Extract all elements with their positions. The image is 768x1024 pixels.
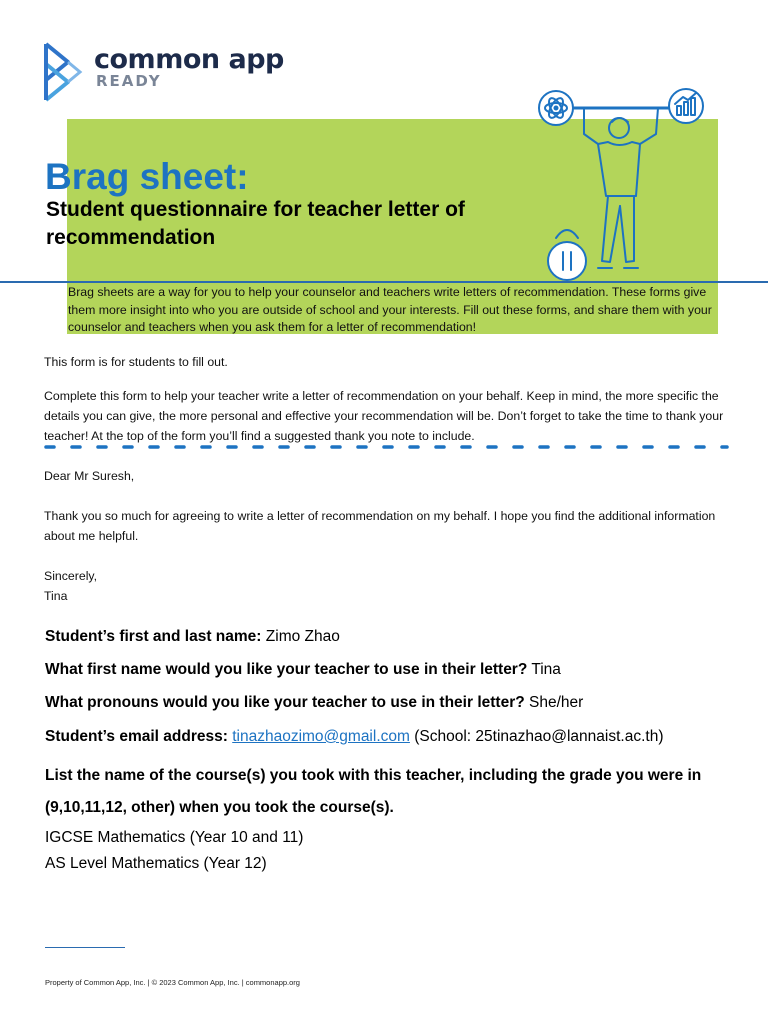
- field-email: [45, 727, 745, 747]
- logo-subtitle: READY: [96, 72, 162, 90]
- common-app-logo-icon: [42, 40, 86, 104]
- student-lifting-illustration: [536, 86, 708, 286]
- list-item: IGCSE Mathematics (Year 10 and 11): [45, 829, 304, 846]
- logo-wordmark: common app: [94, 44, 284, 75]
- field-value[interactable]: Zimo Zhao: [265, 628, 340, 645]
- field-label: Student’s email address:: [45, 728, 228, 745]
- students-note: This form is for students to fill out.: [44, 355, 228, 369]
- field-pronouns: [45, 693, 745, 713]
- field-student-name: [45, 627, 745, 647]
- list-item: AS Level Mathematics (Year 12): [45, 855, 267, 872]
- signature-text: Tina: [44, 589, 68, 603]
- closing-text: Sincerely,: [44, 569, 98, 583]
- field-first-name: [45, 660, 745, 680]
- page-footer: Property of Common App, Inc. | © 2023 Common App, Inc. | commonapp.org: [45, 978, 300, 987]
- intro-paragraph: Brag sheets are a way for you to help your counselor and teachers write letters of recommendation. These forms give them more insight into who you are outside of school and your interests. Fill out these forms, and share them with your counselor and teachers when you ask them for a letter of recommendation!: [68, 285, 712, 334]
- field-label: What pronouns would you like your teacher to use in their letter?: [45, 694, 525, 711]
- field-label: Student’s first and last name:: [45, 628, 262, 645]
- footnote-divider: [45, 947, 125, 948]
- school-email: (School: 25tinazhao@lannaist.ac.th): [414, 728, 664, 745]
- dotted-divider: [44, 442, 729, 452]
- field-label: What first name would you like your teacher to use in their letter?: [45, 661, 528, 678]
- field-value[interactable]: She/her: [529, 694, 584, 711]
- atom-icon: [539, 91, 573, 125]
- instructions-paragraph: Complete this form to help your teacher write a letter of recommendation on your behalf. Keep in mind, the more specific the details you can give, the more personal and effective your recommendation will be. Don’t forget to take the time to thank your teacher! At the top of the form you’ll find a suggested thank you note to include.: [44, 389, 724, 443]
- page-title: Brag sheet:: [45, 156, 249, 197]
- field-courses: [45, 760, 745, 824]
- bar-chart-icon: [669, 89, 703, 123]
- letter-greeting: Dear Mr Suresh,: [44, 469, 135, 483]
- email-link[interactable]: tinazhaozimo@gmail.com: [232, 728, 410, 745]
- kettlebell-icon: [548, 230, 586, 280]
- field-value[interactable]: Tina: [531, 661, 561, 678]
- field-label: List the name of the course(s) you took with this teacher, including the grade you were in (9,10,11,12, other) when you took the course(s).: [45, 767, 702, 816]
- letter-closing: [44, 566, 734, 606]
- course-list[interactable]: [45, 825, 303, 877]
- page-subtitle: Student questionnaire for teacher letter of recommendation: [46, 198, 465, 249]
- letter-message: Thank you so much for agreeing to write a letter of recommendation on my behalf. I hope you find the additional information about me helpful.: [44, 509, 716, 543]
